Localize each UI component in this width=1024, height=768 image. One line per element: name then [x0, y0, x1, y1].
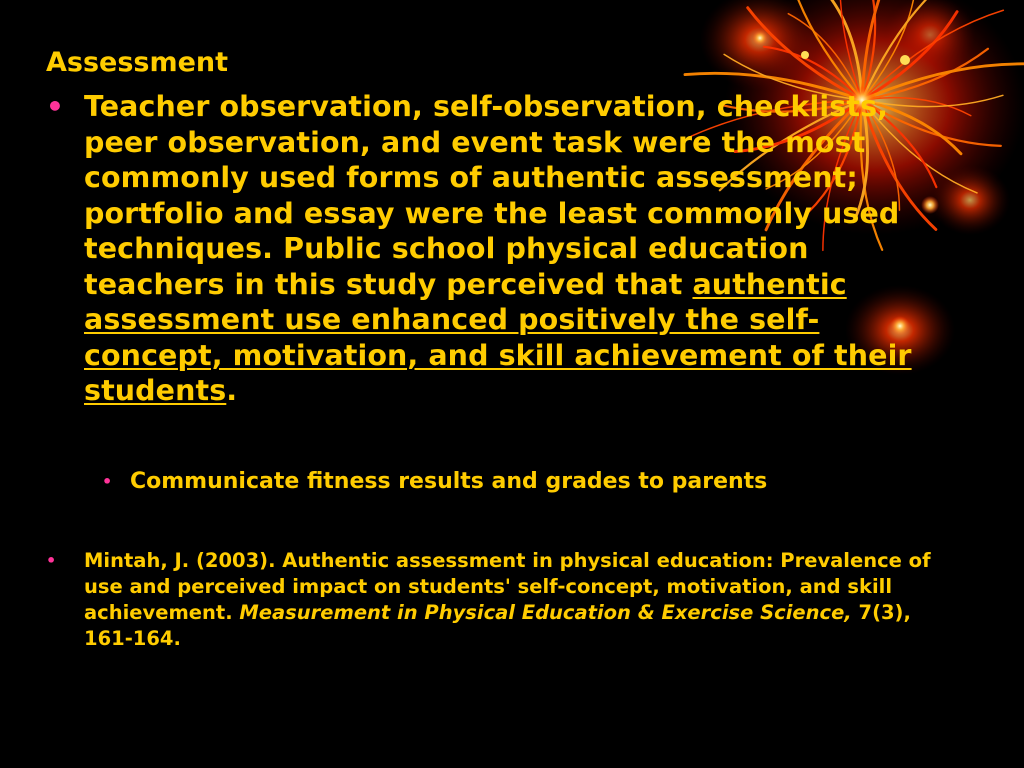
bullet-icon: •: [46, 90, 64, 123]
bullet-icon: •: [46, 551, 57, 570]
main-text-before: Teacher observation, self-observation, checklists, peer observation, and event task were the most commonly used forms of authentic assessment; portfolio and essay were the least commonly used techniques. Public school physical education teachers in this study perceived that: [84, 90, 900, 301]
reference-text-before: Mintah, J. (2003). Authentic assessment in physical education: Prevalence of use and perceived impact on students' self-concept, motivation, and skill achievement.: [84, 549, 931, 624]
bullet-icon: •: [102, 472, 113, 491]
slide-heading: Assessment: [46, 47, 229, 78]
reference-journal: Measurement in Physical Education & Exercise Science,: [239, 601, 852, 624]
sub-bullet-text: Communicate fitness results and grades to parents: [130, 469, 768, 494]
reference-bullet: [46, 548, 946, 652]
reference-text-after: 7(3), 161-164.: [84, 601, 911, 650]
reference-text: [84, 548, 946, 652]
main-text-underlined: authentic assessment use enhanced positively the self-concept, motivation, and skill achievement of their students: [84, 267, 912, 407]
sub-bullet: [102, 466, 962, 498]
main-bullet-text: [84, 89, 946, 409]
main-text-after: .: [226, 374, 238, 407]
main-bullet: [46, 89, 946, 409]
